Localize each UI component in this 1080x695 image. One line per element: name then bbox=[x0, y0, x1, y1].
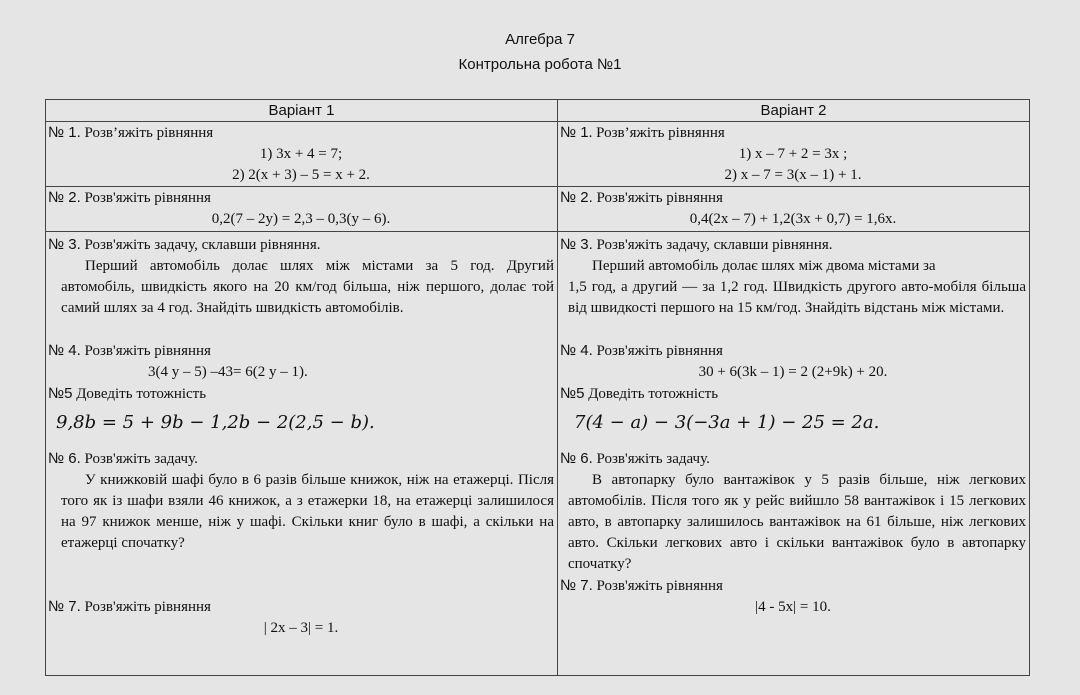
task-1-row bbox=[46, 122, 1030, 187]
equation: |4 - 5x| = 10. bbox=[755, 599, 831, 615]
equation: | 2x – 3| = 1. bbox=[263, 620, 339, 636]
v1-task-2 bbox=[46, 187, 558, 232]
test-table bbox=[45, 99, 1030, 676]
identity-formula: 9,8b = 5 + 9b − 1,2b − 2(2,5 − b). bbox=[56, 412, 375, 433]
task-prompt: Доведіть тотожність bbox=[72, 386, 207, 402]
equation: 30 + 6(3k – 1) = 2 (2+9k) + 20. bbox=[698, 364, 888, 380]
task-number: № 7. bbox=[560, 577, 593, 594]
v1-tasks-3-7 bbox=[46, 232, 558, 676]
v2-task-2 bbox=[558, 187, 1030, 232]
task-prompt: Розв'яжіть рівняння bbox=[80, 190, 211, 206]
task-number: № 2. bbox=[48, 189, 81, 206]
task-number: № 4. bbox=[560, 342, 593, 359]
variant-2-header: Варіант 2 bbox=[558, 100, 1030, 122]
task-2-row bbox=[46, 187, 1030, 232]
word-problem: 1,5 год, а другий — за 1,2 год. Швидкість другого авто-мобіля більша від швидкості першого на 15 км/год. Знайдіть відстань між містами. bbox=[568, 279, 1026, 316]
task-number: № 4. bbox=[48, 342, 81, 359]
task-prompt: Розв'яжіть рівняння bbox=[592, 578, 723, 594]
task-prompt: Розв’яжіть рівняння bbox=[80, 125, 214, 141]
identity-formula: 7(4 − a) − 3(−3a + 1) − 25 = 2a. bbox=[574, 412, 880, 433]
variant-header-row bbox=[46, 100, 1030, 122]
task-prompt: Доведіть тотожність bbox=[584, 386, 719, 402]
task-prompt: Розв'яжіть рівняння bbox=[592, 343, 723, 359]
word-problem: У книжковій шафі було в 6 разів більше книжок, ніж на етажерці. Після того як із шафи взяли 46 книжок, а з етажерки 18, на етажерці залишилося на 97 книжок менше, ніж у шафі. Скільки книг було в шафі, а скільки на етажерці спочатку? bbox=[61, 472, 554, 551]
v2-tasks-3-7 bbox=[558, 232, 1030, 676]
equation: 1) x – 7 + 2 = 3x ; bbox=[738, 146, 848, 162]
task-number: № 6. bbox=[560, 450, 593, 467]
page-title: Контрольна робота №1 bbox=[458, 56, 622, 73]
task-number: № 6. bbox=[48, 450, 81, 467]
task-number: №5 bbox=[48, 385, 73, 402]
task-prompt: Розв'яжіть рівняння bbox=[80, 343, 211, 359]
task-number: № 7. bbox=[48, 598, 81, 615]
variant-1-header: Варіант 1 bbox=[46, 100, 558, 122]
task-prompt: . Розв’яжіть рівняння bbox=[588, 125, 725, 141]
task-number: № 1 bbox=[560, 124, 589, 141]
equation: 1) 3x + 4 = 7; bbox=[259, 146, 343, 162]
word-problem-first-line: Перший автомобіль долає шлях між двома містами за bbox=[592, 258, 936, 274]
task-number: № 2. bbox=[560, 189, 593, 206]
task-prompt: Розв'яжіть задачу. bbox=[80, 451, 198, 467]
equation: 0,2(7 – 2y) = 2,3 – 0,3(y – 6). bbox=[211, 211, 391, 227]
equation: 0,4(2x – 7) + 1,2(3x + 0,7) = 1,6x. bbox=[689, 211, 897, 227]
subject-title: Алгебра 7 bbox=[505, 31, 575, 48]
task-number: №5 bbox=[560, 385, 585, 402]
task-prompt: Розв'яжіть рівняння bbox=[80, 599, 211, 615]
tasks-3-7-row bbox=[46, 232, 1030, 676]
v1-task-1 bbox=[46, 122, 558, 187]
equation: 2) x – 7 = 3(x – 1) + 1. bbox=[724, 167, 862, 183]
equation: 3(4 y – 5) –43= 6(2 y – 1). bbox=[148, 364, 308, 380]
word-problem: В автопарку було вантажівок у 5 разів більше, ніж легкових автомобілів. Після того як у рейс вийшло 58 вантажівок і 15 легкових авто, в автопарку залишилось вантажівок на 61 більше, ніж легкових авто. Скільки легкових авто і скільки вантажівок було в автопарку спочатку? bbox=[568, 472, 1026, 572]
equation: 2) 2(x + 3) – 5 = x + 2. bbox=[232, 167, 370, 183]
task-number: № 1. bbox=[48, 124, 81, 141]
word-problem: Перший автомобіль долає шлях між містами за 5 год. Другий автомобіль, швидкість якого на 20 км/год більша, ніж першого, долає той самий шлях за 4 год. Знайдіть швидкість автомобілів. bbox=[61, 258, 554, 316]
task-prompt: Розв'яжіть рівняння bbox=[592, 190, 723, 206]
task-prompt: Розв'яжіть задачу. bbox=[592, 451, 710, 467]
task-prompt: Розв'яжіть задачу, склавши рівняння. bbox=[80, 237, 321, 253]
v2-task-1 bbox=[558, 122, 1030, 187]
task-number: № 3. bbox=[560, 236, 593, 253]
task-number: № 3. bbox=[48, 236, 81, 253]
task-prompt: Розв'яжіть задачу, склавши рівняння. bbox=[592, 237, 833, 253]
